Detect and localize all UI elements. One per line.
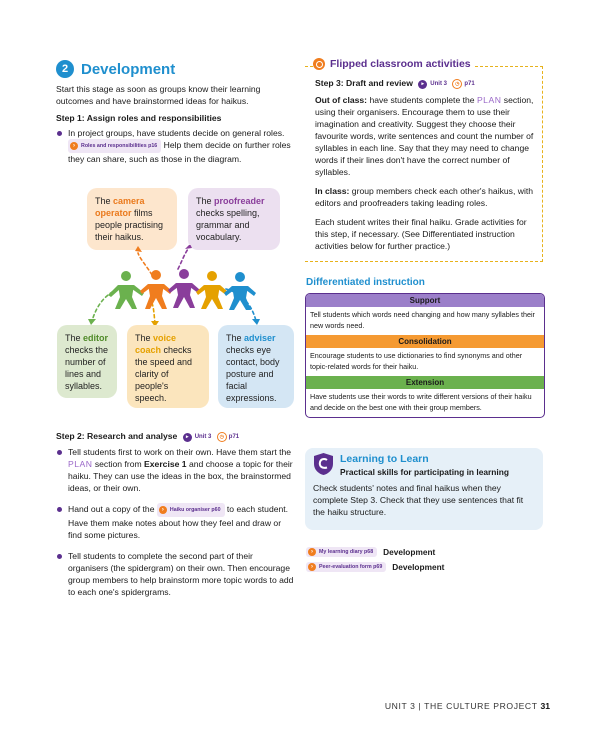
role-camera-operator: The camera operator films people practising their haikus. <box>87 188 177 250</box>
arrow-right-icon: › <box>308 563 316 571</box>
role-editor: The editor checks the number of lines and syllables. <box>57 325 117 398</box>
peer-evaluation-row: › Peer-evaluation form p69 Development <box>306 562 444 572</box>
arrow-right-icon: › <box>308 548 316 556</box>
differentiated-title: Differentiated instruction <box>306 277 425 288</box>
roles-resource-link[interactable]: › Roles and responsibilities p16 <box>68 139 161 153</box>
learning-diary-link[interactable]: › My learning diary p68 <box>306 547 377 557</box>
page-number: 31 <box>540 701 550 711</box>
step3-title: Step 3: Draft and review ▸ Unit 3 ◷ p71 <box>315 78 475 88</box>
step2-bullets <box>56 446 294 607</box>
step2-title: Step 2: Research and analyse ▸ Unit 3 ◷ p71 <box>56 431 240 441</box>
arrow-right-icon: › <box>159 506 167 514</box>
list-item: Tell students first to work on their own. Have them start the PLAN section from Exercise 1 and choose a topic for their haiku. They can use the ideas in the box, the brainstormed ideas, or their own. <box>56 446 294 494</box>
learning-diary-row: › My learning diary p68 Development <box>306 547 435 557</box>
page-badge[interactable]: ◷ p71 <box>452 78 474 90</box>
extension-text: Have students use their words to write different versions of their haiku and decide on the best one with their group members. <box>310 392 532 412</box>
book-icon: ▸ <box>418 80 427 89</box>
step1-bullets <box>56 127 294 174</box>
clock-icon: ◷ <box>217 432 227 442</box>
flipped-heading: Flipped classroom activities <box>313 58 475 70</box>
unit-badge[interactable]: ▸ Unit 3 <box>418 78 447 90</box>
page-badge[interactable]: ◷ p71 <box>217 432 239 442</box>
flip-cycle-icon <box>313 58 325 70</box>
learning-subtitle: Practical skills for participating in learning <box>340 467 509 477</box>
role-voice-coach: The voice coach checks the speed and clarity of people's speech. <box>127 325 209 408</box>
list-item: Hand out a copy of the › Haiku organiser p60 to each student. Have them make notes about how they feel and draw or find some pictures. <box>56 503 294 541</box>
unit-badge[interactable]: ▸ Unit 3 <box>183 433 212 442</box>
step1-title: Step 1: Assign roles and responsibilities <box>56 113 222 123</box>
role-adviser: The adviser checks eye contact, body posture and facial expressions. <box>218 325 294 408</box>
arrow-to-proofreader <box>178 249 188 269</box>
peer-evaluation-link[interactable]: › Peer-evaluation form p69 <box>306 562 386 572</box>
shield-icon <box>313 452 334 476</box>
support-header: Support <box>306 294 544 307</box>
arrow-to-voice <box>152 303 155 323</box>
list-item: In project groups, have students decide on general roles. › Roles and responsibilities p16 Help them decide on further roles they can share, such as those in the diagram. <box>56 127 294 165</box>
section-intro: Start this stage as soon as groups know their learning outcomes and have brainstormed ideas for haikus. <box>56 84 261 106</box>
differentiated-table <box>305 293 545 418</box>
learning-title: Learning to Learn <box>340 453 429 465</box>
page-footer: UNIT 3 | THE CULTURE PROJECT 31 <box>384 701 550 711</box>
flipped-body: Out of class: have students complete the PLAN section, using their organisers. Encourage them to use their imagination and creativity. Suggest they choose their favourite words, write sentences and count the number of syllables in each line. Say that they may need to change words if their lines don't have the correct number of syllables. In class: group members check each other's haikus, with editors and proofreaders taking leading roles. Each student writes their final haiku. Grade activities for this step, if necessary. (See Differentiated instruction activities below for further practice.) <box>315 95 534 251</box>
role-proofreader: The proofreader checks spelling, grammar and vocabulary. <box>188 188 280 250</box>
extension-header: Extension <box>306 376 544 389</box>
section-number-badge: 2 <box>56 60 74 78</box>
people-figures-icon <box>108 269 256 310</box>
list-item: Tell students to complete the second part of their organisers (the spidergram) on their own. Then encourage group members to help brainstorm more topic words to add to each one's spidergrams. <box>56 550 294 598</box>
arrow-right-icon: › <box>70 142 78 150</box>
clock-icon: ◷ <box>452 79 462 89</box>
learning-text: Check students' notes and final haikus when they complete Step 3. Check that they use sentences that fit the haiku structure. <box>313 483 524 517</box>
support-text: Tell students which words need changing and how many syllables their new words need. <box>310 310 535 330</box>
consolidation-header: Consolidation <box>306 335 544 348</box>
section-title: Development <box>81 60 176 78</box>
consolidation-text: Encourage students to use dictionaries to find synonyms and other topic-related words for their haiku. <box>310 351 523 371</box>
team-diagram <box>60 245 300 327</box>
book-icon: ▸ <box>183 433 192 442</box>
arrow-to-camera <box>138 253 152 275</box>
haiku-organiser-link[interactable]: › Haiku organiser p60 <box>157 503 225 517</box>
section-heading <box>56 60 175 78</box>
